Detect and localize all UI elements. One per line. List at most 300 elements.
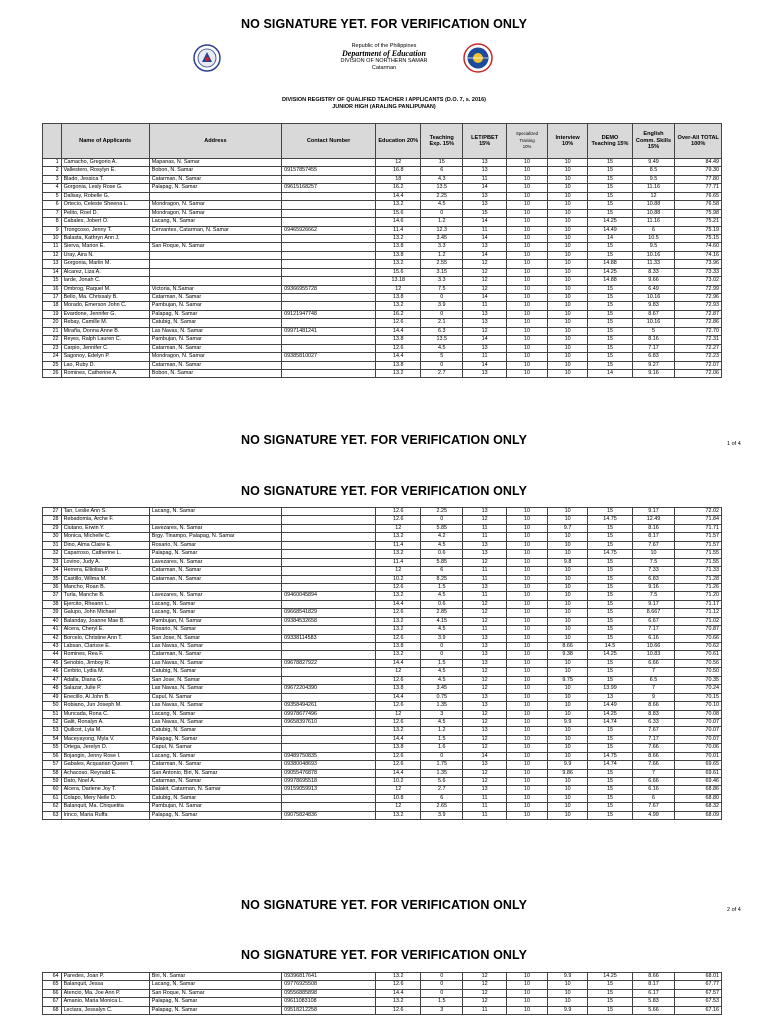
- contact-number: 09776925508: [282, 981, 376, 989]
- interview-score: 10: [547, 268, 588, 276]
- table-row: [43, 575, 722, 583]
- applicant-name: Romines, Catherine A.: [61, 369, 149, 377]
- education-score: 13.8: [376, 251, 421, 259]
- watermark-title: NO SIGNATURE YET. FOR VERIFICATION ONLY: [240, 484, 528, 498]
- overall-total: 73.96: [675, 260, 722, 268]
- english-score: 7.67: [632, 803, 675, 811]
- let-score: 14: [463, 184, 507, 192]
- applicant-address: [149, 583, 281, 591]
- row-number: 50: [43, 702, 62, 710]
- training-score: 10: [507, 260, 548, 268]
- english-score: 5.83: [632, 998, 675, 1006]
- interview-score: 10: [547, 567, 588, 575]
- english-score: 8.667: [632, 609, 675, 617]
- let-score: 11: [463, 302, 507, 310]
- demo-score: 14.5: [588, 643, 632, 651]
- overall-total: 70.08: [675, 710, 722, 718]
- teaching-exp-score: 12.3: [421, 226, 463, 234]
- education-score: 12.6: [376, 319, 421, 327]
- contact-number: 09338114583: [282, 634, 376, 642]
- contact-number: [282, 651, 376, 659]
- education-score: 13.2: [376, 592, 421, 600]
- interview-score: 9.9: [547, 718, 588, 726]
- english-score: 8.16: [632, 524, 675, 532]
- row-number: 27: [43, 508, 62, 516]
- interview-score: 10: [547, 592, 588, 600]
- training-score: 10: [507, 201, 548, 209]
- demo-score: 15: [588, 803, 632, 811]
- table-row: [43, 769, 722, 777]
- education-score: 16.2: [376, 310, 421, 318]
- applicant-address: Las Navas, N. Samar: [149, 643, 281, 651]
- applicant-name: Borcelo, Christine Ann T.: [61, 634, 149, 642]
- applicant-address: Dalakit, Catarman, N. Samar: [149, 786, 281, 794]
- education-score: 14.6: [376, 218, 421, 226]
- table-row: [43, 285, 722, 293]
- col-training-label: Specialized Training: [516, 131, 539, 143]
- applicant-address: Palapag, N. Samar: [149, 310, 281, 318]
- contact-number: 09460045894: [282, 592, 376, 600]
- contact-number: [282, 735, 376, 743]
- applicant-address: Mapanas, N. Samar: [149, 159, 281, 167]
- contact-number: [282, 550, 376, 558]
- applicant-address: Mondragon, N. Samar: [149, 353, 281, 361]
- applicant-name: Quilicot, Lyla M.: [61, 727, 149, 735]
- demo-score: 15: [588, 609, 632, 617]
- interview-score: 10: [547, 327, 588, 335]
- interview-score: 10: [547, 234, 588, 242]
- english-score: 11.16: [632, 184, 675, 192]
- interview-score: 10: [547, 369, 588, 377]
- applicant-address: Palapag, N. Samar: [149, 184, 281, 192]
- let-score: 11: [463, 567, 507, 575]
- overall-total: 70.01: [675, 752, 722, 760]
- contact-number: [282, 583, 376, 591]
- interview-score: 10: [547, 361, 588, 369]
- teaching-exp-score: 4.15: [421, 617, 463, 625]
- row-number: 26: [43, 369, 62, 377]
- english-score: 4.99: [632, 811, 675, 819]
- teaching-exp-score: 1.5: [421, 583, 463, 591]
- table-row: [43, 361, 722, 369]
- row-number: 53: [43, 727, 62, 735]
- education-score: 18: [376, 175, 421, 183]
- applicant-name: Castillo, Wilma M.: [61, 575, 149, 583]
- row-number: 22: [43, 336, 62, 344]
- let-score: 12: [463, 769, 507, 777]
- overall-total: 76.58: [675, 201, 722, 209]
- overall-total: 70.61: [675, 651, 722, 659]
- table-row: [43, 353, 722, 361]
- education-score: 13.2: [376, 369, 421, 377]
- training-score: 10: [507, 685, 548, 693]
- let-score: 11: [463, 794, 507, 802]
- contact-number: 09971481241: [282, 327, 376, 335]
- applicant-name: Alcera, Darlene Joy T.: [61, 786, 149, 794]
- applicant-name: Bello, Ma. Chrissaly B.: [61, 294, 149, 302]
- applicant-address: Capul, N. Samar: [149, 744, 281, 752]
- demo-score: 14.74: [588, 761, 632, 769]
- teaching-exp-score: 0: [421, 209, 463, 217]
- interview-score: 10: [547, 218, 588, 226]
- overall-total: 71.55: [675, 550, 722, 558]
- teaching-exp-score: 4.5: [421, 541, 463, 549]
- applicant-address: Catubig, N. Samar: [149, 794, 281, 802]
- applicant-name: Romines, Rea F.: [61, 651, 149, 659]
- english-score: 9.17: [632, 600, 675, 608]
- let-score: 13: [463, 159, 507, 167]
- let-score: 13: [463, 369, 507, 377]
- applicant-name: Sagonoy, Edelyn P.: [61, 353, 149, 361]
- col-training: [507, 124, 548, 159]
- training-score: 10: [507, 302, 548, 310]
- training-score: 10: [507, 310, 548, 318]
- applicant-address: Lacang, N. Samar: [149, 218, 281, 226]
- training-score: 10: [507, 327, 548, 335]
- education-score: 13.2: [376, 811, 421, 819]
- contact-number: [282, 626, 376, 634]
- interview-score: 10: [547, 617, 588, 625]
- row-number: 38: [43, 600, 62, 608]
- row-number: 37: [43, 592, 62, 600]
- applicant-name: Ciutano, Erwin Y.: [61, 524, 149, 532]
- english-score: 7.67: [632, 727, 675, 735]
- english-score: 7.17: [632, 344, 675, 352]
- interview-score: 9.9: [547, 1006, 588, 1014]
- english-score: 7.17: [632, 626, 675, 634]
- teaching-exp-score: 4.5: [421, 592, 463, 600]
- row-number: 66: [43, 989, 62, 997]
- interview-score: 9.86: [547, 769, 588, 777]
- overall-total: 70.24: [675, 685, 722, 693]
- watermark-title: NO SIGNATURE YET. FOR VERIFICATION ONLY: [240, 17, 528, 31]
- let-score: 12: [463, 617, 507, 625]
- training-score: 10: [507, 167, 548, 175]
- table-row: [43, 693, 722, 701]
- demo-score: 15: [588, 659, 632, 667]
- row-number: 16: [43, 285, 62, 293]
- interview-score: 10: [547, 600, 588, 608]
- row-number: 4: [43, 184, 62, 192]
- overall-total: 74.16: [675, 251, 722, 259]
- training-score: 10: [507, 981, 548, 989]
- contact-number: 09678827922: [282, 659, 376, 667]
- let-score: 12: [463, 609, 507, 617]
- training-score: 10: [507, 558, 548, 566]
- col-education: Education 20%: [376, 124, 421, 159]
- let-score: 13: [463, 643, 507, 651]
- applicant-name: Labsan, Clarisse E.: [61, 643, 149, 651]
- contact-number: [282, 508, 376, 516]
- overall-total: 72.93: [675, 302, 722, 310]
- training-score: 10: [507, 583, 548, 591]
- overall-total: 67.16: [675, 1006, 722, 1014]
- education-score: 13.2: [376, 201, 421, 209]
- interview-score: 10: [547, 294, 588, 302]
- interview-score: 10: [547, 702, 588, 710]
- education-score: 14.4: [376, 353, 421, 361]
- table-row: [43, 752, 722, 760]
- interview-score: 8.66: [547, 643, 588, 651]
- education-score: 12.6: [376, 508, 421, 516]
- education-score: 16.8: [376, 167, 421, 175]
- teaching-exp-score: 3.45: [421, 685, 463, 693]
- teaching-exp-score: 2.85: [421, 609, 463, 617]
- overall-total: 72.99: [675, 285, 722, 293]
- contact-number: [282, 319, 376, 327]
- training-score: 10: [507, 319, 548, 327]
- teaching-exp-score: 2.25: [421, 192, 463, 200]
- education-score: 14.4: [376, 659, 421, 667]
- table-row: [43, 735, 722, 743]
- registry-title-line2: JUNIOR HIGH (ARALING PANLIPUNAN): [332, 104, 436, 111]
- overall-total: 67.53: [675, 998, 722, 1006]
- applicant-name: Dalisay, Robelle G.: [61, 192, 149, 200]
- let-score: 13: [463, 319, 507, 327]
- overall-total: 68.80: [675, 794, 722, 802]
- contact-number: [282, 277, 376, 285]
- education-score: 12: [376, 567, 421, 575]
- education-score: 11.4: [376, 541, 421, 549]
- demo-score: 15: [588, 1006, 632, 1014]
- overall-total: 84.49: [675, 159, 722, 167]
- let-score: 11: [463, 175, 507, 183]
- training-score: 10: [507, 533, 548, 541]
- overall-total: 68.32: [675, 803, 722, 811]
- applicant-name: Robiano, Jun Joseph M.: [61, 702, 149, 710]
- teaching-exp-score: 1.75: [421, 761, 463, 769]
- table-row: [43, 727, 722, 735]
- applicant-name: Ombrog, Raquel M.: [61, 285, 149, 293]
- row-number: 6: [43, 201, 62, 209]
- interview-score: 10: [547, 778, 588, 786]
- demo-score: 14.49: [588, 702, 632, 710]
- let-score: 11: [463, 1006, 507, 1014]
- applicant-address: Catarman, N. Samar: [149, 567, 281, 575]
- english-score: 9.16: [632, 369, 675, 377]
- applicant-name: Dino, Alma Claire E.: [61, 541, 149, 549]
- teaching-exp-score: 3: [421, 710, 463, 718]
- table-row: [43, 744, 722, 752]
- training-score: 10: [507, 718, 548, 726]
- table-row: [43, 524, 722, 532]
- education-score: 12.6: [376, 609, 421, 617]
- contact-number: 09658397610: [282, 718, 376, 726]
- let-score: 15: [463, 209, 507, 217]
- applicant-address: Las Navas, N. Samar: [149, 327, 281, 335]
- let-score: 12: [463, 989, 507, 997]
- applicant-address: Pambujan, N. Samar: [149, 803, 281, 811]
- table-row: [43, 643, 722, 651]
- contact-number: [282, 643, 376, 651]
- row-number: 61: [43, 794, 62, 802]
- row-number: 47: [43, 676, 62, 684]
- page-number: 2 of 4: [727, 907, 741, 913]
- demo-score: 13.99: [588, 685, 632, 693]
- header-department: Department of Education: [341, 49, 426, 59]
- english-score: 10.5: [632, 234, 675, 242]
- training-score: 10: [507, 794, 548, 802]
- interview-score: 9.75: [547, 676, 588, 684]
- row-number: 64: [43, 973, 62, 981]
- applicant-name: Enecillo, Al John B.: [61, 693, 149, 701]
- let-score: 12: [463, 981, 507, 989]
- contact-number: 09556885898: [282, 989, 376, 997]
- applicant-name: Alcera, Cheryl E.: [61, 626, 149, 634]
- interview-score: 10: [547, 175, 588, 183]
- interview-score: 10: [547, 184, 588, 192]
- contact-number: [282, 575, 376, 583]
- overall-total: 72.70: [675, 327, 722, 335]
- education-score: 13.8: [376, 361, 421, 369]
- let-score: 13: [463, 659, 507, 667]
- table-row: [43, 336, 722, 344]
- education-score: 13.2: [376, 533, 421, 541]
- overall-total: 72.87: [675, 310, 722, 318]
- table-row: [43, 998, 722, 1006]
- english-score: 8.17: [632, 981, 675, 989]
- teaching-exp-score: 4.3: [421, 175, 463, 183]
- row-number: 12: [43, 251, 62, 259]
- let-score: 13: [463, 583, 507, 591]
- training-score: 10: [507, 744, 548, 752]
- table-row: [43, 533, 722, 541]
- interview-score: 10: [547, 609, 588, 617]
- overall-total: 71.28: [675, 575, 722, 583]
- overall-total: 67.57: [675, 989, 722, 997]
- col-let: LET/PBET 15%: [463, 124, 507, 159]
- interview-score: 10: [547, 786, 588, 794]
- demo-score: 15: [588, 735, 632, 743]
- table-row: [43, 159, 722, 167]
- demo-score: 15: [588, 192, 632, 200]
- teaching-exp-score: 1.5: [421, 659, 463, 667]
- row-number: 44: [43, 651, 62, 659]
- applicant-address: Mondragon, N. Samar: [149, 201, 281, 209]
- english-score: 10.16: [632, 319, 675, 327]
- english-score: 11.33: [632, 260, 675, 268]
- teaching-exp-score: 1.5: [421, 998, 463, 1006]
- english-score: 12.49: [632, 516, 675, 524]
- applicant-address: Lavezares, N. Samar: [149, 524, 281, 532]
- applicant-name: Atencio, Ma. Joe Ann P.: [61, 989, 149, 997]
- contact-number: [282, 794, 376, 802]
- let-score: 12: [463, 744, 507, 752]
- row-number: 3: [43, 175, 62, 183]
- education-score: 14.4: [376, 693, 421, 701]
- contact-number: [282, 727, 376, 735]
- training-score: 10: [507, 761, 548, 769]
- teaching-exp-score: 6: [421, 567, 463, 575]
- row-number: 8: [43, 218, 62, 226]
- row-number: 29: [43, 524, 62, 532]
- education-score: 13.2: [376, 998, 421, 1006]
- row-number: 52: [43, 718, 62, 726]
- applicant-address: Rosario, N. Samar: [149, 541, 281, 549]
- applicant-name: Tan, Leslie Ann S.: [61, 508, 149, 516]
- table-row: [43, 192, 722, 200]
- applicant-address: Lavezares, N. Samar: [149, 592, 281, 600]
- row-number: 9: [43, 226, 62, 234]
- interview-score: 10: [547, 811, 588, 819]
- demo-score: 15: [588, 769, 632, 777]
- overall-total: 68.01: [675, 973, 722, 981]
- table-row: [43, 344, 722, 352]
- training-score: 10: [507, 192, 548, 200]
- english-score: 6.83: [632, 353, 675, 361]
- teaching-exp-score: 3.9: [421, 634, 463, 642]
- applicant-address: Catarman, N. Samar: [149, 761, 281, 769]
- let-score: 13: [463, 310, 507, 318]
- applicant-address: Palapag, N. Samar: [149, 1006, 281, 1014]
- table-row: [43, 268, 722, 276]
- teaching-exp-score: 1.5: [421, 735, 463, 743]
- applicant-address: [149, 277, 281, 285]
- interview-score: 10: [547, 508, 588, 516]
- overall-total: 74.60: [675, 243, 722, 251]
- applicant-address: [149, 234, 281, 242]
- overall-total: 71.26: [675, 583, 722, 591]
- applicant-name: Gabales, Acquarian Queen T.: [61, 761, 149, 769]
- contact-number: [282, 541, 376, 549]
- let-score: 11: [463, 524, 507, 532]
- english-score: 6.33: [632, 718, 675, 726]
- education-score: 12: [376, 524, 421, 532]
- let-score: 13: [463, 192, 507, 200]
- applicant-name: Balanday, Joanne Mae B.: [61, 617, 149, 625]
- applicant-address: Bobon, N. Samar: [149, 167, 281, 175]
- row-number: 36: [43, 583, 62, 591]
- table-row: [43, 260, 722, 268]
- contact-number: [282, 159, 376, 167]
- applicant-address: Pambujan, N. Samar: [149, 617, 281, 625]
- overall-total: 70.10: [675, 702, 722, 710]
- let-score: 12: [463, 260, 507, 268]
- let-score: 11: [463, 592, 507, 600]
- teaching-exp-score: 0.75: [421, 693, 463, 701]
- contact-number: 09672204390: [282, 685, 376, 693]
- training-score: 10: [507, 626, 548, 634]
- contact-number: [282, 260, 376, 268]
- education-score: 13.8: [376, 685, 421, 693]
- applicant-address: Palapag, N. Samar: [149, 735, 281, 743]
- demo-score: 14.74: [588, 718, 632, 726]
- applicant-name: Reyes, Ralph Lauren C.: [61, 336, 149, 344]
- contact-number: [282, 209, 376, 217]
- training-score: 10: [507, 702, 548, 710]
- training-score: 10: [507, 786, 548, 794]
- applicant-address: Catarman, N. Samar: [149, 175, 281, 183]
- applicant-table-page1: [42, 123, 722, 378]
- english-score: 10.66: [632, 643, 675, 651]
- applicant-table-page3: [42, 972, 722, 1015]
- row-number: 21: [43, 327, 62, 335]
- overall-total: 72.27: [675, 344, 722, 352]
- education-score: 12.6: [376, 1006, 421, 1014]
- demo-score: 15: [588, 319, 632, 327]
- overall-total: 71.57: [675, 541, 722, 549]
- interview-score: 10: [547, 685, 588, 693]
- teaching-exp-score: 2.7: [421, 369, 463, 377]
- applicant-name: Rebadomia, Arche F.: [61, 516, 149, 524]
- teaching-exp-score: 1.35: [421, 769, 463, 777]
- interview-score: 9.8: [547, 558, 588, 566]
- overall-total: 71.12: [675, 609, 722, 617]
- applicant-name: Trongcoso, Jenny T.: [61, 226, 149, 234]
- table-row: [43, 516, 722, 524]
- overall-total: 67.77: [675, 981, 722, 989]
- teaching-exp-score: 3.9: [421, 302, 463, 310]
